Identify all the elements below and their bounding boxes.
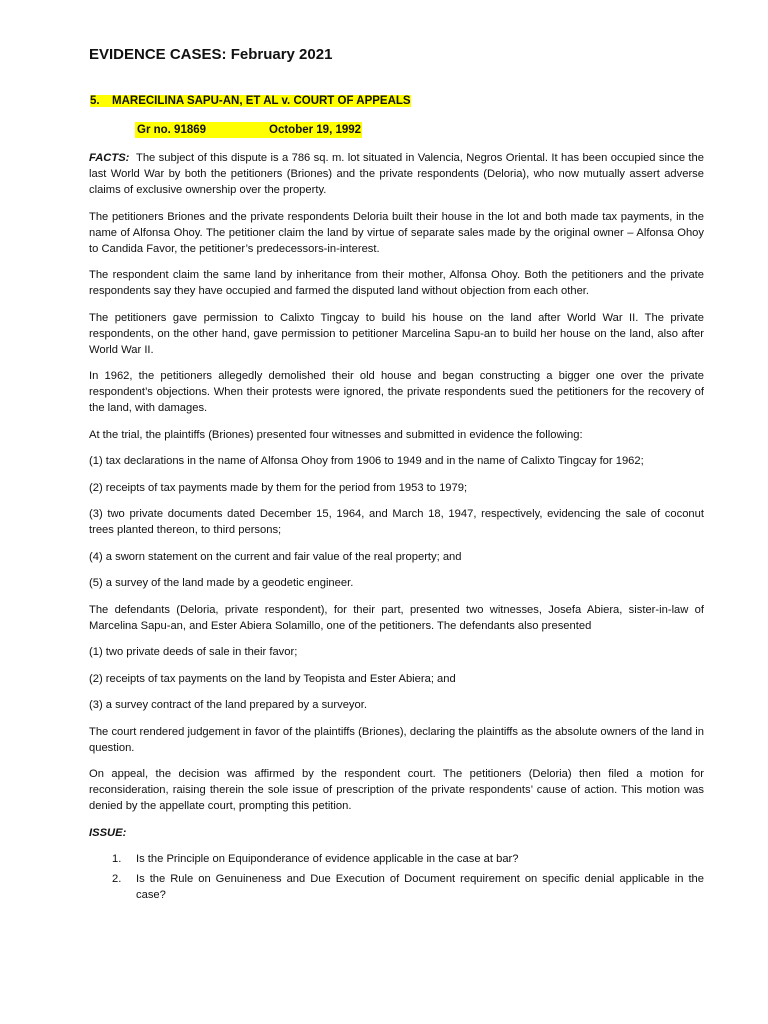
- document-title: EVIDENCE CASES: February 2021: [89, 46, 333, 63]
- decision-date: October 19, 1992: [269, 124, 362, 136]
- issue-label: ISSUE:: [89, 826, 127, 839]
- issue-item: [89, 871, 704, 903]
- issue-text: Is the Principle on Equiponderance of evidence applicable in the case at bar?: [136, 853, 519, 865]
- case-name: MARECILINA SAPU-AN, ET AL v. COURT OF APPEALS: [112, 95, 411, 107]
- gr-number-line: [135, 122, 362, 138]
- defendant-evidence-1: (1) two private deeds of sale in their favor;: [89, 646, 298, 658]
- case-heading: [90, 95, 411, 107]
- issue-list: [89, 851, 704, 903]
- plaintiff-evidence-4: (4) a sworn statement on the current and fair value of the real property; and: [89, 550, 462, 563]
- facts-paragraph-9: On appeal, the decision was affirmed by the respondent court. The petitioners (Deloria) then filed a motion for reconsideration, raising therein the sole issue of prescription of the private respondents’ cause of action. This motion was denied by the appellate court, prompting this petition.: [89, 768, 704, 812]
- facts-paragraph-4: The petitioners gave permission to Calixto Tingcay to build his house on the land after World War II. The private respondents, on the other hand, gave permission to petitioner Marcelina Sapu-an to build her house on the land, also after World War II.: [89, 311, 704, 356]
- facts-text-1: The subject of this dispute is a 786 sq. m. lot situated in Valencia, Negros Oriental. It has been occupied since the last World War by both the petitioners (Briones) and the private respondents (Deloria), who now mutually assert adverse claims of exclusive ownership over the property.: [89, 152, 704, 196]
- case-number: 5.: [90, 95, 100, 107]
- defendant-evidence-2: (2) receipts of tax payments on the land by Teopista and Ester Abiera; and: [89, 672, 456, 685]
- facts-paragraph-8: The court rendered judgement in favor of the plaintiffs (Briones), declaring the plaintiffs as the absolute owners of the land in question.: [89, 725, 704, 754]
- issue-number: 2.: [112, 873, 122, 885]
- facts-label: FACTS:: [89, 152, 130, 164]
- issue-heading: [89, 825, 704, 841]
- facts-paragraph-7: The defendants (Deloria, private respondent), for their part, presented two witnesses, Josefa Abiera, sister-in-law of Marcelina Sapu-an, and Ester Abiera Solamillo, one of the petitioners. The defendants also presented: [89, 603, 704, 632]
- issue-number: 1.: [112, 853, 122, 865]
- facts-paragraph-3: The respondent claim the same land by inheritance from their mother, Alfonsa Ohoy. Both the petitioners and the private respondents say they have occupied and farmed the disputed land without objection from each other.: [89, 269, 704, 297]
- gr-number: Gr no. 91869: [137, 124, 207, 136]
- facts-paragraph-5: In 1962, the petitioners allegedly demolished their old house and began constructing a bigger one over the private respondent’s objections. When their protests were ignored, the private respondents sued the petitioners for the recovery of the land, with damages.: [89, 370, 704, 414]
- defendant-evidence-3: (3) a survey contract of the land prepared by a surveyor.: [89, 699, 367, 711]
- facts-paragraph: [89, 150, 704, 198]
- case-heading-highlight: [90, 95, 411, 107]
- plaintiff-evidence-3: (3) two private documents dated December 15, 1964, and March 18, 1947, respectively, evidencing the sale of coconut trees planted thereon, to third persons;: [89, 508, 704, 536]
- plaintiff-evidence-1: (1) tax declarations in the name of Alfonsa Ohoy from 1906 to 1949 and in the name of Calixto Tingcay for 1962;: [89, 455, 644, 467]
- facts-paragraph-2: The petitioners Briones and the private respondents Deloria built their house in the lot and both made tax payments, in the name of Alfonsa Ohoy. The petitioner claim the land by virtue of separate sales made by the original owner – Alfonsa Ohoy to Candida Favor, the petitioner’s predecessors-in-interest.: [89, 210, 704, 255]
- plaintiff-evidence-5: (5) a survey of the land made by a geodetic engineer.: [89, 577, 354, 589]
- issue-text: Is the Rule on Genuineness and Due Execution of Document requirement on specific denial applicable in the case?: [136, 873, 704, 901]
- issue-item: [89, 851, 704, 867]
- document-body: [89, 150, 704, 907]
- plaintiff-evidence-2: (2) receipts of tax payments made by them for the period from 1953 to 1979;: [89, 481, 468, 494]
- facts-paragraph-6: At the trial, the plaintiffs (Briones) presented four witnesses and submitted in evidence the following:: [89, 428, 583, 441]
